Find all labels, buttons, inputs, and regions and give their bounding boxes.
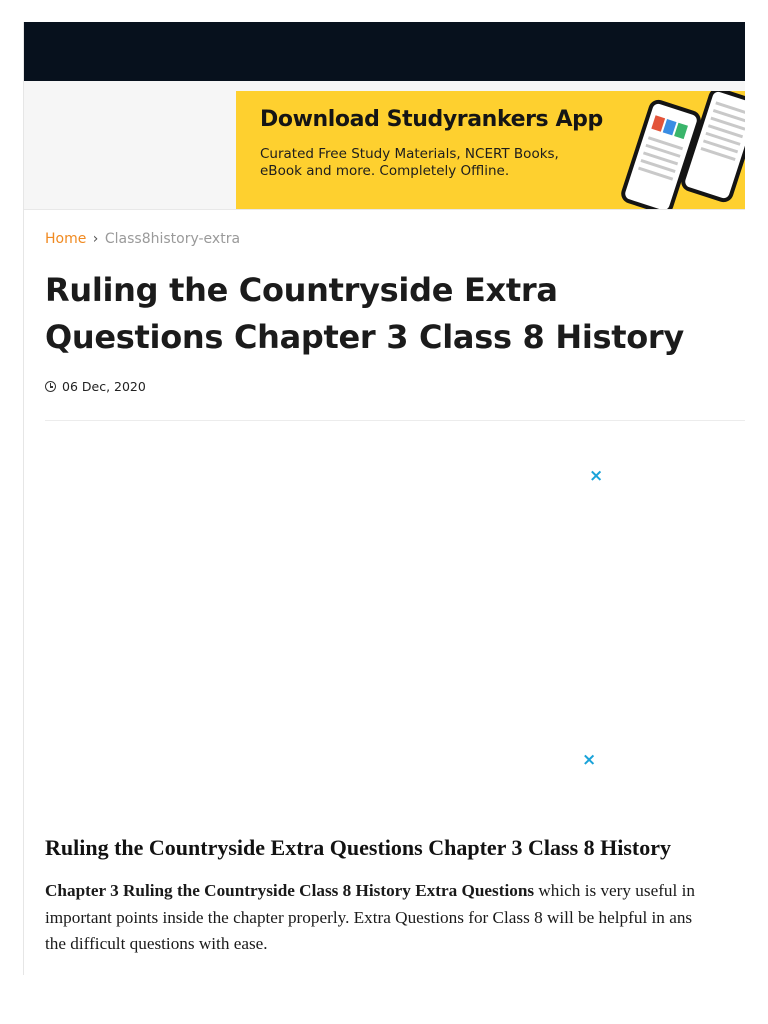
ad-slot-1[interactable] (258, 435, 538, 645)
breadcrumb-home-link[interactable]: Home (45, 231, 87, 247)
ad-close-icon[interactable]: × (582, 750, 597, 770)
banner-title: Download Studyrankers App (260, 107, 603, 132)
top-navigation-bar (24, 22, 745, 81)
banner-subtitle: Curated Free Study Materials, NCERT Books, eBook and more. Completely Offline. (260, 146, 559, 179)
promo-strip (24, 81, 745, 210)
phones-illustration (626, 91, 745, 209)
article-intro-text: which is very useful in important points inside the chapter properly. Extra Questions for Class 8 will be helpful in ans the difficult questions with ease. (45, 881, 695, 953)
ad-slot-2[interactable] (270, 719, 550, 779)
article-heading: Ruling the Countryside Extra Questions Chapter 3 Class 8 History (45, 835, 672, 860)
breadcrumb-category-link[interactable]: Class8history-extra (104, 231, 241, 247)
post-date (45, 379, 146, 394)
page-frame (23, 22, 745, 975)
ad-close-icon[interactable]: × (589, 466, 604, 486)
divider (45, 420, 745, 421)
breadcrumb (45, 231, 240, 247)
download-app-banner[interactable] (236, 91, 745, 209)
post-date-text: 06 Dec, 2020 (62, 379, 146, 394)
article-intro (45, 878, 745, 958)
chevron-right-icon: › (92, 231, 99, 247)
clock-icon (45, 381, 56, 392)
page-title: Ruling the Countryside Extra Questions Chapter 3 Class 8 History (45, 271, 684, 356)
article-intro-bold: Chapter 3 Ruling the Countryside Class 8 History Extra Questions (45, 881, 535, 900)
